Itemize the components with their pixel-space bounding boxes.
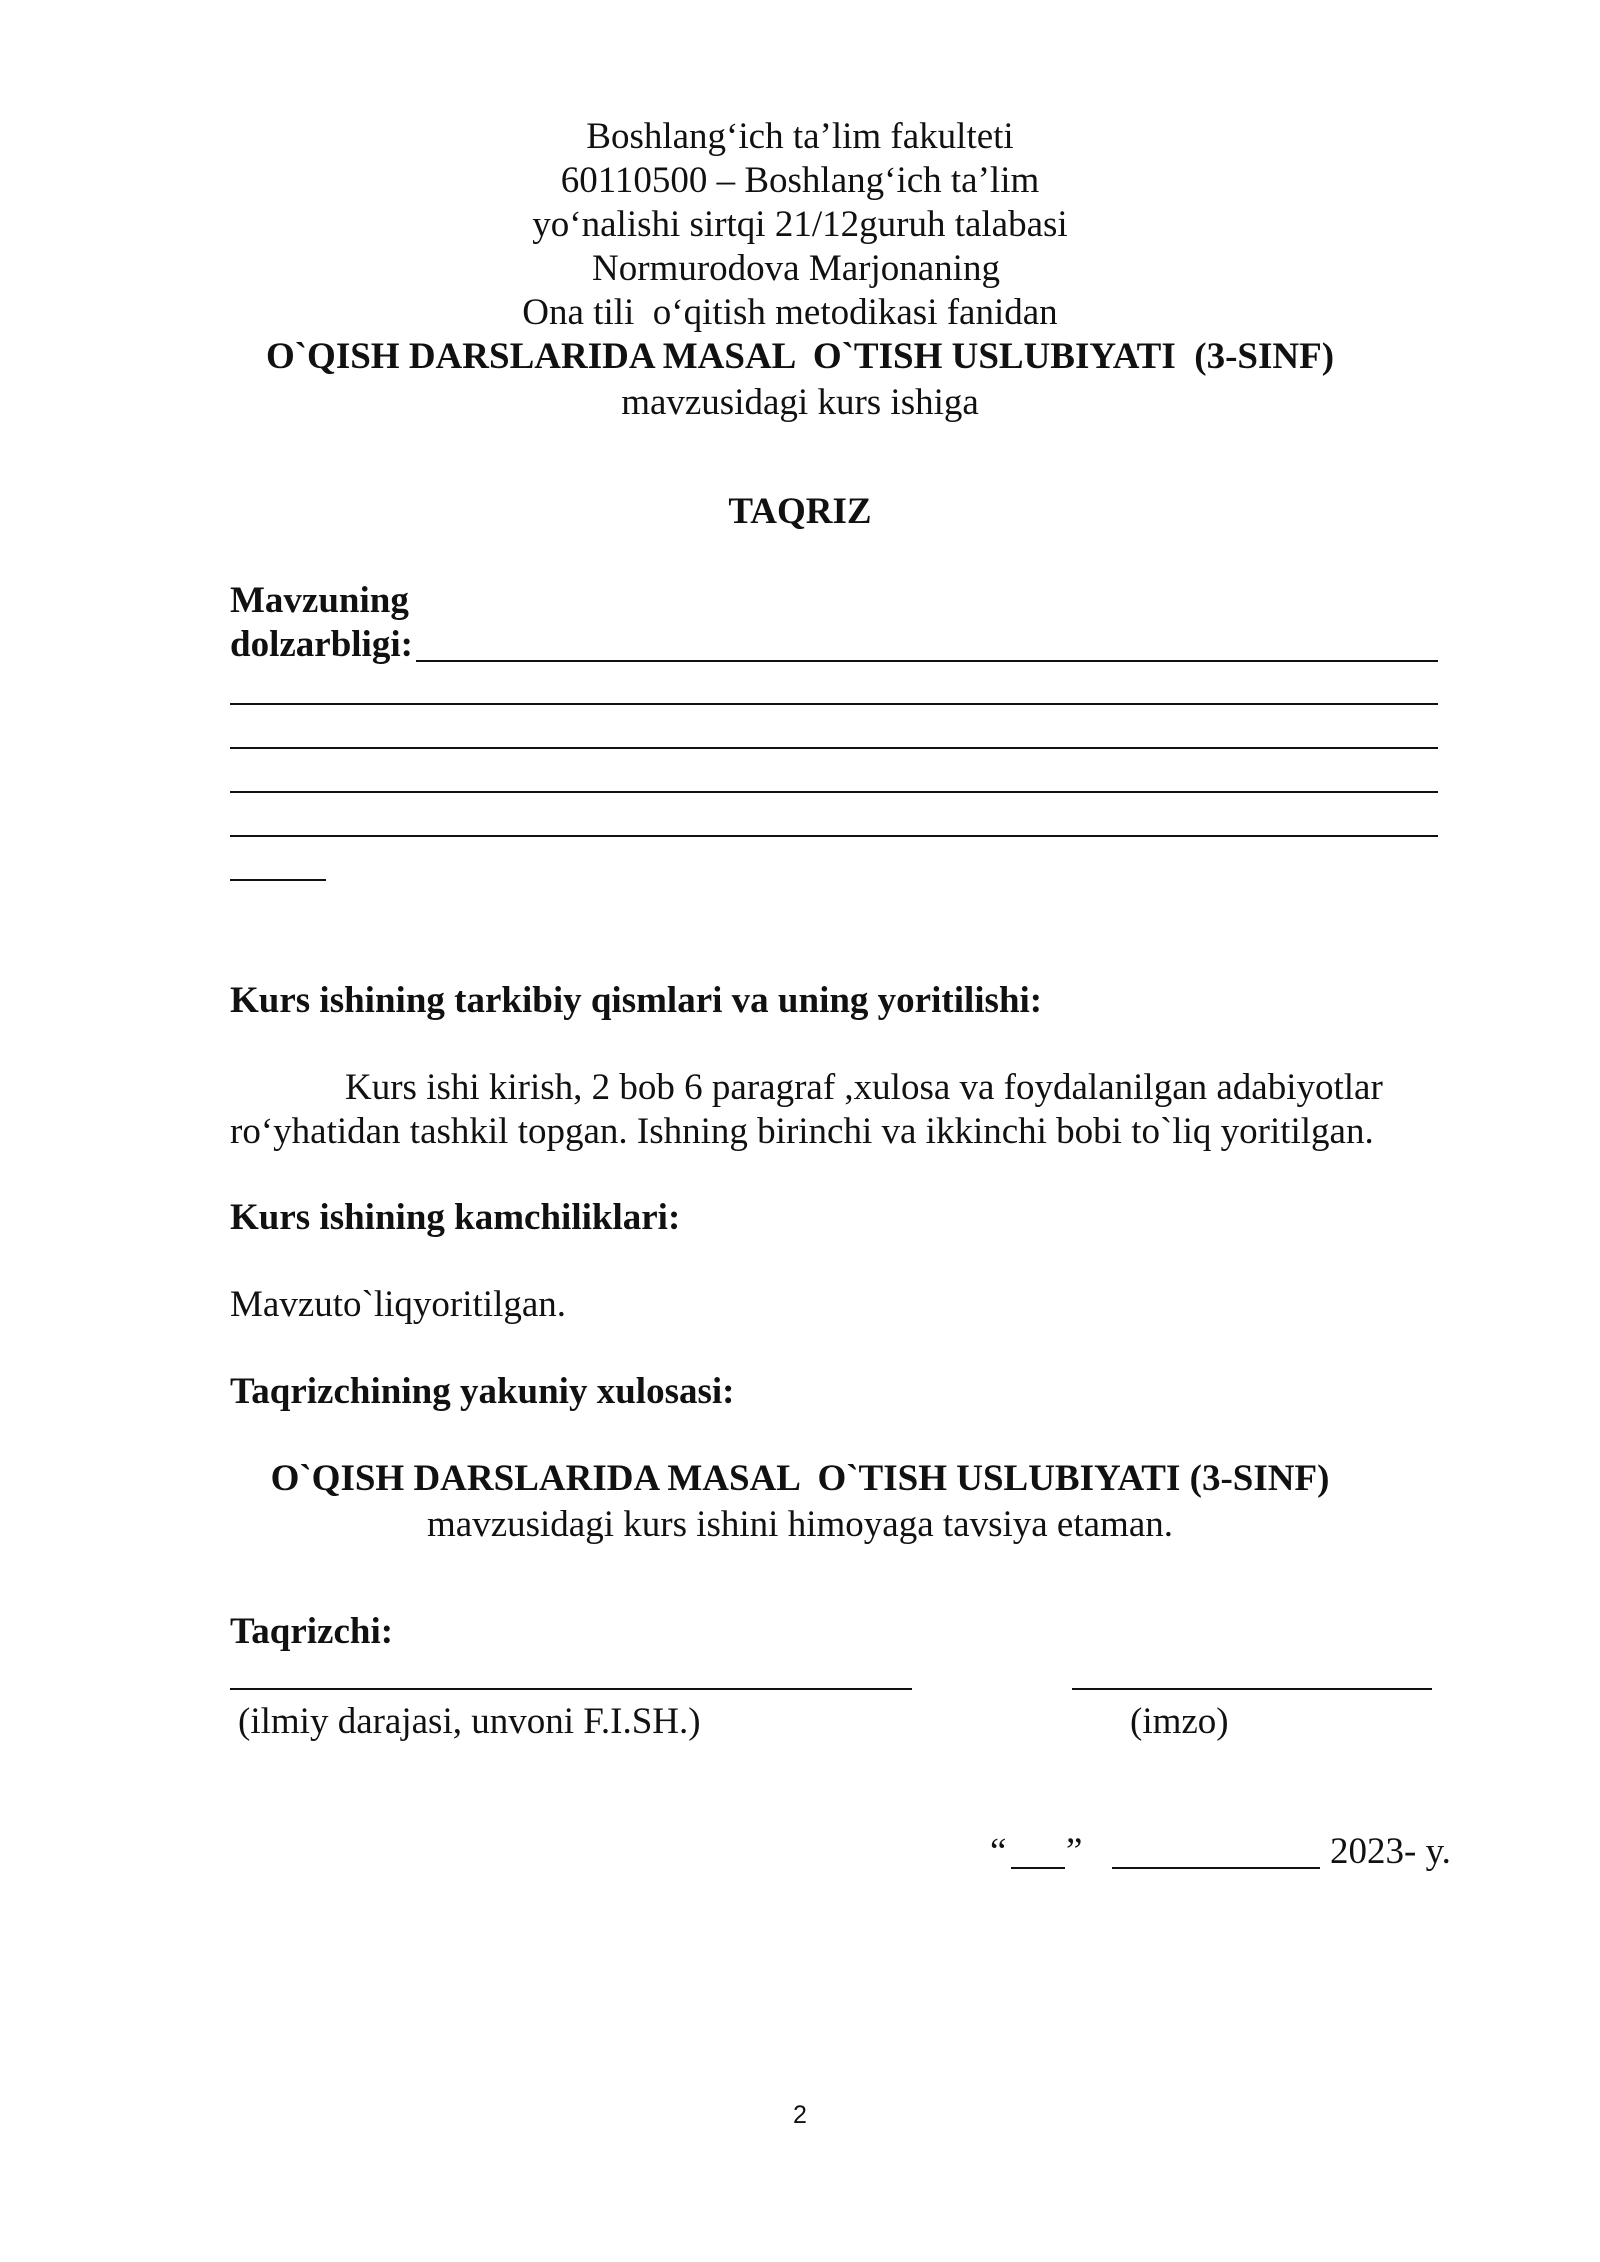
relevance-blank-line <box>230 703 1438 705</box>
date-close-quote: ” <box>1066 1831 1083 1872</box>
relevance-blank-line <box>416 660 1438 662</box>
date-day-blank <box>1011 1867 1065 1869</box>
reviewer-credentials-line <box>230 1688 912 1690</box>
relevance-blank-line-short <box>230 879 326 881</box>
relevance-label-line1: Mavzuning <box>230 580 409 621</box>
structure-heading: Kurs ishining tarkibiy qismlari va uning yoritilishi: <box>230 980 1043 1021</box>
conclusion-heading: Taqrizchining yakuniy xulosasi: <box>230 1371 735 1412</box>
shortcomings-text: Mavzuto`liqyoritilgan. <box>230 1284 567 1325</box>
relevance-blank-line <box>230 835 1438 837</box>
relevance-label-line2: dolzarbligi: <box>230 624 413 665</box>
program-line: 60110500 – Boshlang‘ich ta’lim <box>560 160 1040 201</box>
student-name-line: Normurodova Marjonaning <box>592 248 1000 289</box>
reviewer-heading: Taqrizchi: <box>230 1611 394 1652</box>
conclusion-recommendation: mavzusidagi kurs ishini himoyaga tavsiya etaman. <box>427 1504 1173 1545</box>
group-line: yo‘nalishi sirtqi 21/12guruh talabasi <box>532 204 1068 245</box>
reviewer-signature-line <box>1072 1688 1432 1690</box>
structure-text-line1: Kurs ishi kirish, 2 bob 6 paragraf ,xulosa va foydalanilgan adabiyotlar <box>345 1067 1383 1108</box>
date-year: 2023- y. <box>1330 1831 1451 1872</box>
relevance-blank-line <box>230 791 1438 793</box>
document-title: TAQRIZ <box>728 491 872 532</box>
relevance-blank-line <box>230 747 1438 749</box>
reviewer-credentials-caption: (ilmiy darajasi, unvoni F.I.SH.) <box>238 1701 701 1742</box>
page-number: 2 <box>793 2101 807 2129</box>
subject-line: Ona tili o‘qitish metodikasi fanidan <box>522 292 1058 333</box>
date-month-blank <box>1112 1867 1320 1869</box>
reviewer-signature-caption: (imzo) <box>1130 1701 1229 1742</box>
structure-text-line2: ro‘yhatidan tashkil topgan. Ishning birinchi va ikkinchi bobi to`liq yoritilgan. <box>230 1111 1374 1152</box>
date-open-quote: “ <box>990 1831 1007 1872</box>
faculty-line: Boshlang‘ich ta’lim fakulteti <box>586 116 1014 157</box>
topic-title: O`QISH DARSLARIDA MASAL O`TISH USLUBIYATI (3-SINF) <box>265 336 1335 377</box>
topic-suffix-line: mavzusidagi kurs ishiga <box>621 382 979 423</box>
shortcomings-heading: Kurs ishining kamchiliklari: <box>230 1197 681 1238</box>
conclusion-topic: O`QISH DARSLARIDA MASAL O`TISH USLUBIYATI (3-SINF) <box>270 1458 1330 1499</box>
